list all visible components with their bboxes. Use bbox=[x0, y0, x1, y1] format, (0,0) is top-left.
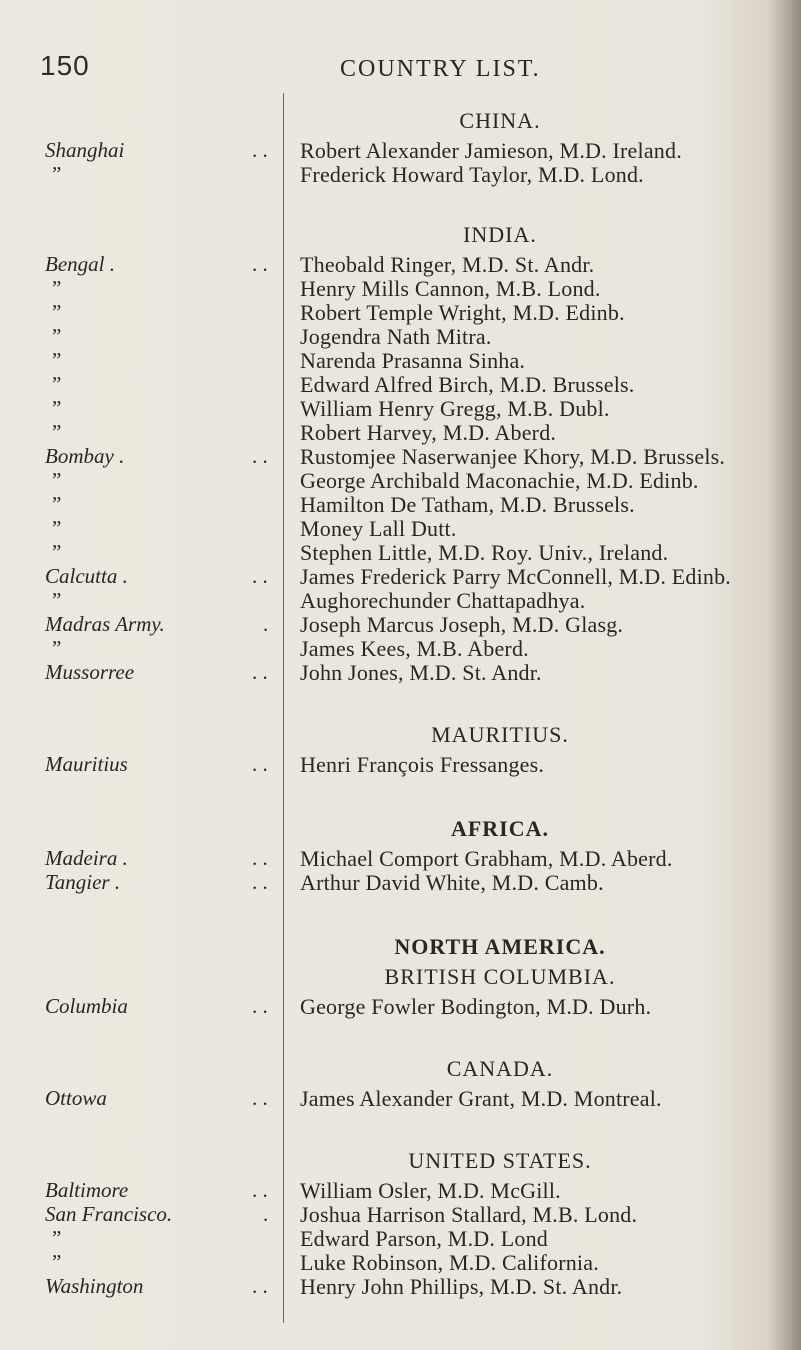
place-name: ” bbox=[52, 516, 62, 540]
leader-dots: . . bbox=[252, 1178, 268, 1202]
member-name: Joshua Harrison Stallard, M.B. Lond. bbox=[300, 1202, 638, 1227]
leader-dots: . . bbox=[252, 752, 268, 776]
place-name: ” bbox=[52, 162, 62, 186]
member-name: William Osler, M.D. McGill. bbox=[300, 1178, 561, 1203]
section-subheading: BRITISH COLUMBIA. bbox=[384, 964, 616, 989]
member-name: Jogendra Nath Mitra. bbox=[300, 324, 492, 349]
place-name: ” bbox=[52, 588, 62, 612]
section-heading: INDIA. bbox=[463, 222, 537, 247]
list-row bbox=[0, 752, 801, 782]
member-name: James Kees, M.B. Aberd. bbox=[300, 636, 529, 661]
place-name: Calcutta . bbox=[45, 564, 128, 588]
section-heading: CHINA. bbox=[459, 108, 541, 133]
section-heading: UNITED STATES. bbox=[408, 1148, 592, 1173]
list-row bbox=[0, 994, 801, 1024]
place-name: Tangier . bbox=[45, 870, 121, 894]
list-row bbox=[0, 162, 801, 192]
member-name: Robert Temple Wright, M.D. Edinb. bbox=[300, 300, 625, 325]
leader-dots: . bbox=[263, 1202, 269, 1226]
list-row bbox=[0, 660, 801, 690]
running-head: COUNTRY LIST. bbox=[340, 56, 541, 82]
place-name: Bengal . bbox=[45, 252, 115, 276]
member-name: Joseph Marcus Joseph, M.D. Glasg. bbox=[300, 612, 624, 637]
place-name: ” bbox=[52, 1250, 62, 1274]
section-heading: NORTH AMERICA. bbox=[394, 934, 606, 959]
place-name: Mauritius bbox=[45, 752, 128, 776]
list-row bbox=[0, 1274, 801, 1304]
place-name: San Francisco. bbox=[45, 1202, 173, 1226]
place-name: ” bbox=[52, 276, 62, 300]
member-name: Robert Alexander Jamieson, M.D. Ireland. bbox=[300, 138, 682, 163]
place-name: ” bbox=[52, 1226, 62, 1250]
leader-dots: . . bbox=[252, 564, 268, 588]
leader-dots: . . bbox=[252, 994, 268, 1018]
place-name: ” bbox=[52, 300, 62, 324]
place-name: Shanghai bbox=[45, 138, 125, 162]
leader-dots: . . bbox=[252, 252, 268, 276]
place-name: ” bbox=[52, 636, 62, 660]
place-name: Bombay . bbox=[45, 444, 125, 468]
member-name: James Frederick Parry McConnell, M.D. Edinb. bbox=[300, 564, 732, 589]
member-name: Luke Robinson, M.D. California. bbox=[300, 1250, 599, 1275]
member-name: Frederick Howard Taylor, M.D. Lond. bbox=[300, 162, 644, 187]
place-name: ” bbox=[52, 348, 62, 372]
leader-dots: . . bbox=[252, 444, 268, 468]
member-name: James Alexander Grant, M.D. Montreal. bbox=[300, 1086, 662, 1111]
member-name: Henri François Fressanges. bbox=[300, 752, 545, 777]
section-heading: MAURITIUS. bbox=[431, 722, 569, 747]
place-name: Washington bbox=[45, 1274, 144, 1298]
member-name: John Jones, M.D. St. Andr. bbox=[300, 660, 542, 685]
page-number: 150 bbox=[40, 50, 90, 81]
place-name: Baltimore bbox=[45, 1178, 129, 1202]
member-name: Michael Comport Grabham, M.D. Aberd. bbox=[300, 846, 673, 871]
leader-dots: . . bbox=[252, 870, 268, 894]
member-name: Hamilton De Tatham, M.D. Brussels. bbox=[300, 492, 635, 517]
place-name: Ottowa bbox=[45, 1086, 107, 1110]
section-heading: AFRICA. bbox=[450, 816, 550, 841]
place-name: ” bbox=[52, 396, 62, 420]
place-name: Madras Army. bbox=[45, 612, 165, 636]
place-name: ” bbox=[52, 468, 62, 492]
member-name: George Archibald Maconachie, M.D. Edinb. bbox=[300, 468, 699, 493]
member-name: Robert Harvey, M.D. Aberd. bbox=[300, 420, 557, 445]
place-name: ” bbox=[52, 492, 62, 516]
leader-dots: . . bbox=[252, 660, 268, 684]
member-name: Edward Alfred Birch, M.D. Brussels. bbox=[300, 372, 635, 397]
member-name: Rustomjee Naserwanjee Khory, M.D. Brussels. bbox=[300, 444, 726, 469]
list-row bbox=[0, 1086, 801, 1116]
leader-dots: . . bbox=[252, 1086, 268, 1110]
member-name: Henry John Phillips, M.D. St. Andr. bbox=[300, 1274, 623, 1299]
leader-dots: . . bbox=[252, 846, 268, 870]
place-name: ” bbox=[52, 324, 62, 348]
leader-dots: . . bbox=[252, 1274, 268, 1298]
place-name: ” bbox=[52, 420, 62, 444]
member-name: Arthur David White, M.D. Camb. bbox=[300, 870, 604, 895]
page-header bbox=[40, 50, 760, 90]
member-name: George Fowler Bodington, M.D. Durh. bbox=[300, 994, 652, 1019]
member-name: Aughorechunder Chattapadhya. bbox=[300, 588, 586, 613]
place-name: Columbia bbox=[45, 994, 128, 1018]
section-heading: CANADA. bbox=[446, 1056, 554, 1081]
member-name: Henry Mills Cannon, M.B. Lond. bbox=[300, 276, 601, 301]
list-row bbox=[0, 870, 801, 900]
member-name: Money Lall Dutt. bbox=[300, 516, 457, 541]
member-name: William Henry Gregg, M.B. Dubl. bbox=[300, 396, 610, 421]
member-name: Theobald Ringer, M.D. St. Andr. bbox=[300, 252, 595, 277]
place-name: Madeira . bbox=[45, 846, 128, 870]
member-name: Stephen Little, M.D. Roy. Univ., Ireland. bbox=[300, 540, 669, 565]
member-name: Narenda Prasanna Sinha. bbox=[300, 348, 526, 373]
place-name: ” bbox=[52, 540, 62, 564]
leader-dots: . . bbox=[252, 138, 268, 162]
leader-dots: . bbox=[263, 612, 269, 636]
member-name: Edward Parson, M.D. Lond bbox=[300, 1226, 548, 1251]
place-name: Mussorree bbox=[45, 660, 135, 684]
place-name: ” bbox=[52, 372, 62, 396]
